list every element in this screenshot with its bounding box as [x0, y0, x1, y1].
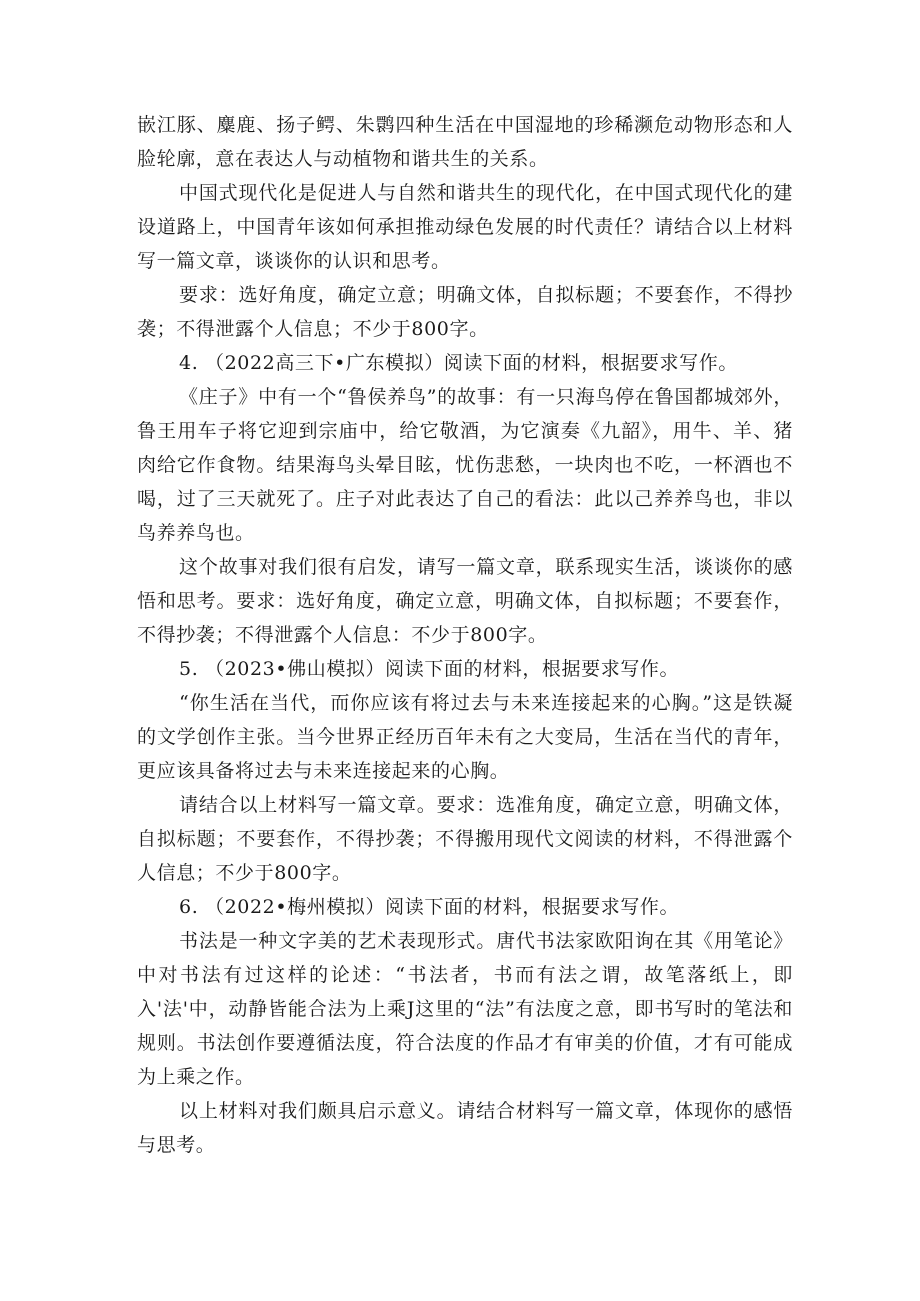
question-5-heading: 5. （2023•佛山模拟）阅读下面的材料，根据要求写作。	[179, 658, 680, 680]
paragraph-question-6-prompt: 以上材料对我们颇具启示意义。请结合材料写一篇文章，体现你的感悟与思考。	[137, 1100, 793, 1156]
paragraph-zhuangzi-story: 《庄子》中有一个“鲁侯养鸟”的故事：有一只海鸟停在鲁国都城郊外，鲁王用车子将它迎到宗庙中，给它敬酒，为它演奏《九韶》，用牛、羊、猪肉给它作食物。结果海鸟头晕目眩，忧伤悲愁，一块肉也不吃，一杯酒也不喝，过了三天就死了。庄子对此表达了自己的看法：此以己养养鸟也，非以鸟养养鸟也。	[137, 386, 793, 544]
paragraph-prompt-green-development: 中国式现代化是促进人与自然和谐共生的现代化，在中国式现代化的建设道路上，中国青年该如何承担推动绿色发展的时代责任？请结合以上材料写一篇文章，谈谈你的认识和思考。	[137, 182, 793, 272]
paragraph-question-5-prompt: 请结合以上材料写一篇文章。要求：选准角度，确定立意，明确文体，自拟标题；不要套作，不得抄袭；不得搬用现代文阅读的材料，不得泄露个人信息；不少于800字。	[137, 794, 793, 884]
document-body	[137, 108, 793, 1162]
paragraph-continuation: 嵌江豚、麋鹿、扬子鳄、朱鹮四种生活在中国湿地的珍稀濒危动物形态和人脸轮廓，意在表达人与动植物和谐共生的关系。	[137, 114, 793, 170]
paragraph-requirements: 要求：选好角度，确定立意；明确文体，自拟标题；不要套作，不得抄袭；不得泄露个人信息；不少于800字。	[137, 284, 793, 340]
paragraph-question-4-prompt: 这个故事对我们很有启发，请写一篇文章，联系现实生活，谈谈你的感悟和思考。要求：选好角度，确定立意，明确文体，自拟标题；不要套作，不得抄袭；不得泄露个人信息：不少于800字。	[137, 556, 793, 646]
paragraph-calligraphy-material: 书法是一种文字美的艺术表现形式。唐代书法家欧阳询在其《用笔论》中对书法有过这样的论述：“书法者，书而有法之谓，故笔落纸上，即入'法'中，动静皆能合法为上乘J这里的“法”有法度之意，即书写时的笔法和规则。书法创作要遵循法度，符合法度的作品才有审美的价值，才有可能成为上乘之作。	[137, 930, 793, 1088]
question-6-heading: 6. （2022•梅州模拟）阅读下面的材料，根据要求写作。	[179, 896, 680, 918]
paragraph-tie-ning-quote: “你生活在当代，而你应该有将过去与未来连接起来的心胸。”这是铁凝的文学创作主张。当今世界正经历百年未有之大变局，生活在当代的青年，更应该具备将过去与未来连接起来的心胸。	[137, 692, 793, 782]
question-4-heading: 4. （2022高三下•广东模拟）阅读下面的材料，根据要求写作。	[179, 352, 738, 374]
